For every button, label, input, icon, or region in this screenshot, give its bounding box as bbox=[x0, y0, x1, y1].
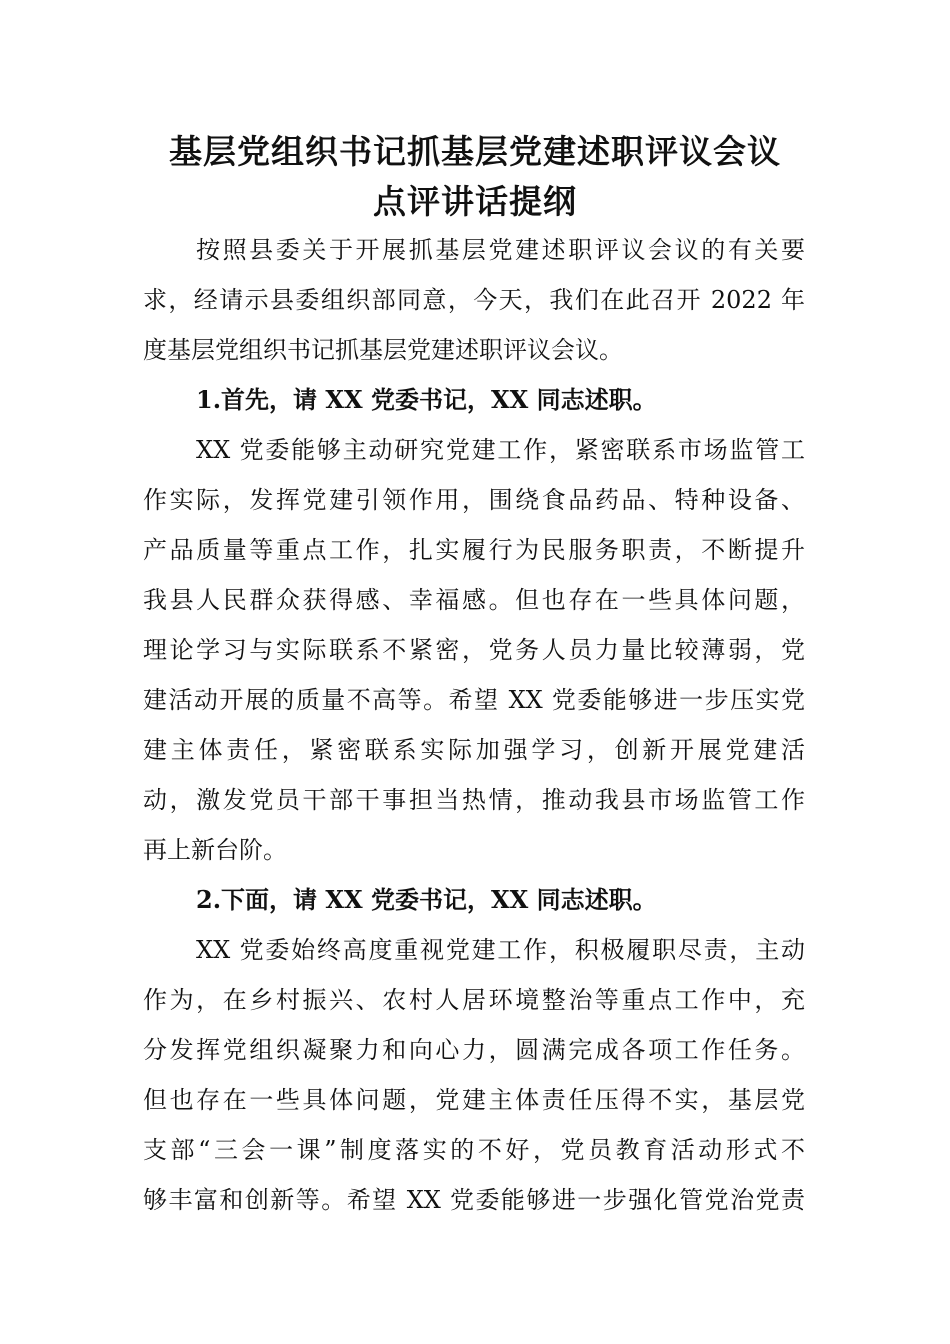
section-1-paragraph-line: 产品质量等重点工作，扎实履行为民服务职责，不断提升 bbox=[143, 536, 805, 564]
document-title-line-2: 点评讲话提纲 bbox=[373, 182, 577, 221]
section-1-paragraph-line: 动，激发党员干部干事担当热情，推动我县市场监管工作 bbox=[143, 786, 805, 814]
intro-paragraph-line: 求，经请示县委组织部同意，今天，我们在此召开 2022 年 bbox=[143, 286, 805, 314]
section-1-paragraph-line: 建主体责任，紧密联系实际加强学习，创新开展党建活 bbox=[143, 736, 805, 764]
section-1-paragraph-line: XX 党委能够主动研究党建工作，紧密联系市场监管工 bbox=[196, 436, 805, 464]
section-1-paragraph-line: 再上新台阶。 bbox=[143, 836, 287, 864]
section-heading-1: 1.首先，请 XX 党委书记，XX 同志述职。 bbox=[196, 385, 657, 414]
section-2-paragraph-line: 作为，在乡村振兴、农村人居环境整治等重点工作中，充 bbox=[143, 986, 805, 1014]
section-1-paragraph-line: 作实际，发挥党建引领作用，围绕食品药品、特种设备、 bbox=[143, 486, 805, 514]
section-2-paragraph-line: 够丰富和创新等。希望 XX 党委能够进一步强化管党治党责 bbox=[143, 1186, 805, 1214]
section-heading-2: 2.下面，请 XX 党委书记，XX 同志述职。 bbox=[196, 885, 657, 914]
intro-paragraph-line: 按照县委关于开展抓基层党建述职评议会议的有关要 bbox=[196, 236, 805, 264]
section-2-paragraph-line: 支部“三会一课”制度落实的不好，党员教育活动形式不 bbox=[143, 1136, 805, 1164]
intro-paragraph-line: 度基层党组织书记抓基层党建述职评议会议。 bbox=[143, 336, 623, 364]
document-title-line-1: 基层党组织书记抓基层党建述职评议会议 bbox=[169, 132, 781, 171]
section-1-paragraph-line: 我县人民群众获得感、幸福感。但也存在一些具体问题， bbox=[143, 586, 805, 614]
section-2-paragraph-line: 分发挥党组织凝聚力和向心力，圆满完成各项工作任务。 bbox=[143, 1036, 805, 1064]
section-1-paragraph-line: 建活动开展的质量不高等。希望 XX 党委能够进一步压实党 bbox=[143, 686, 805, 714]
section-1-paragraph-line: 理论学习与实际联系不紧密，党务人员力量比较薄弱，党 bbox=[143, 636, 805, 664]
section-2-paragraph-line: 但也存在一些具体问题，党建主体责任压得不实，基层党 bbox=[143, 1086, 805, 1114]
section-2-paragraph-line: XX 党委始终高度重视党建工作，积极履职尽责，主动 bbox=[196, 936, 805, 964]
